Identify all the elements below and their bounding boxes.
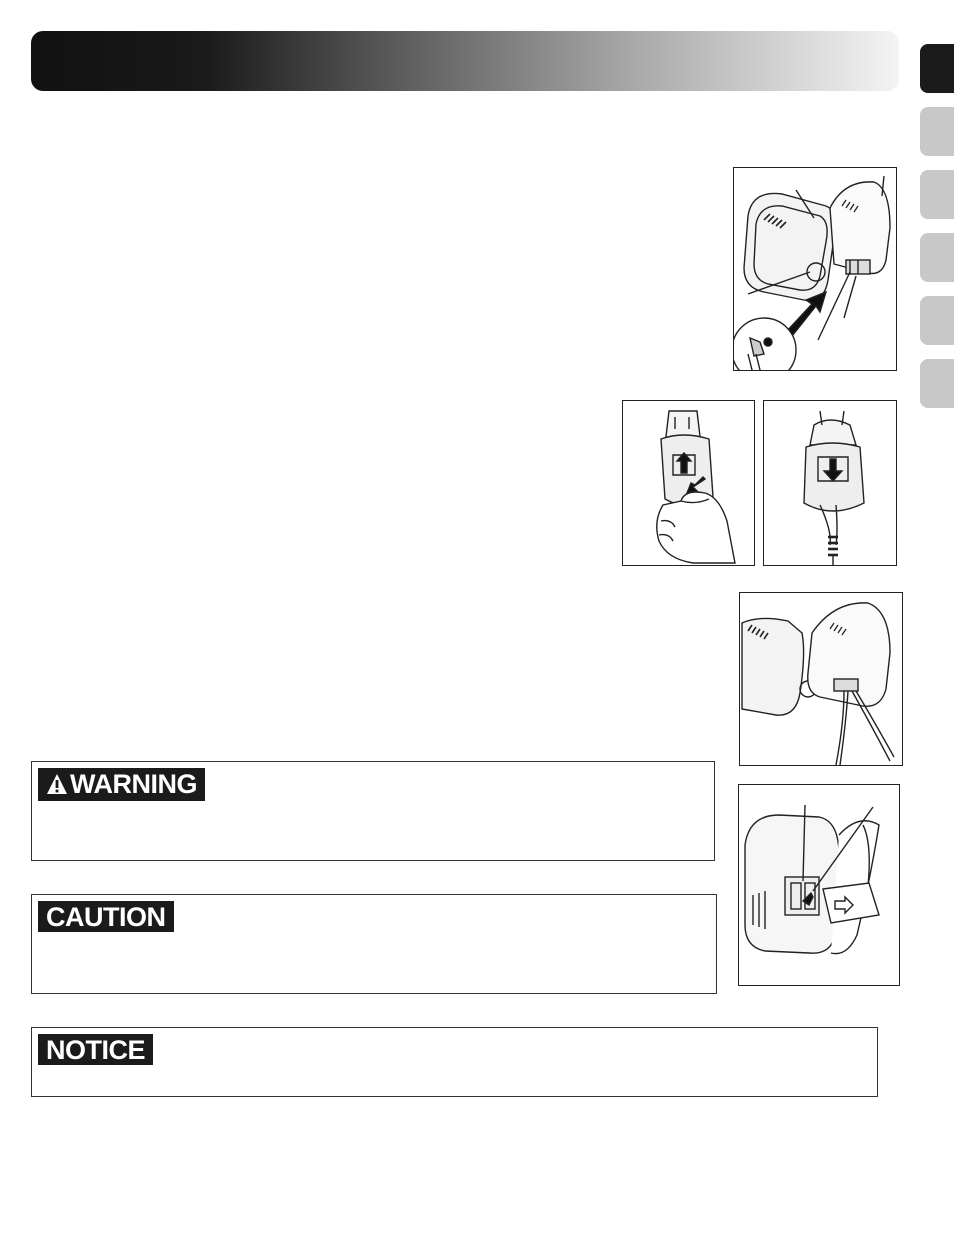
- hand-plug-illustration: [622, 400, 755, 566]
- section-tab-5[interactable]: [920, 296, 954, 345]
- section-tab-4[interactable]: [920, 233, 954, 282]
- battery-tab-icon: [739, 785, 899, 985]
- caution-box: [31, 894, 717, 994]
- monitor-open-icon: [734, 168, 896, 370]
- battery-tab-illustration: [738, 784, 900, 986]
- header-banner: [31, 31, 899, 91]
- warning-triangle-icon: [46, 771, 68, 801]
- section-tab-1[interactable]: [920, 44, 954, 93]
- monitor-open-illustration: [733, 167, 897, 371]
- monitor-cables-illustration: [739, 592, 903, 766]
- section-tab-3[interactable]: [920, 170, 954, 219]
- section-tab-2[interactable]: [920, 107, 954, 156]
- caution-badge: [38, 901, 174, 932]
- monitor-cables-icon: [740, 593, 902, 765]
- hand-plug-icon: [623, 401, 754, 565]
- adapter-plug-illustration: [763, 400, 897, 566]
- notice-label: NOTICE: [46, 1035, 146, 1065]
- warning-box: [31, 761, 715, 861]
- warning-label: WARNING: [70, 769, 197, 799]
- notice-badge: [38, 1034, 153, 1065]
- notice-box: [31, 1027, 878, 1097]
- adapter-plug-icon: [764, 401, 896, 565]
- caution-label: CAUTION: [46, 902, 166, 932]
- section-tab-6[interactable]: [920, 359, 954, 408]
- warning-badge: [38, 768, 205, 801]
